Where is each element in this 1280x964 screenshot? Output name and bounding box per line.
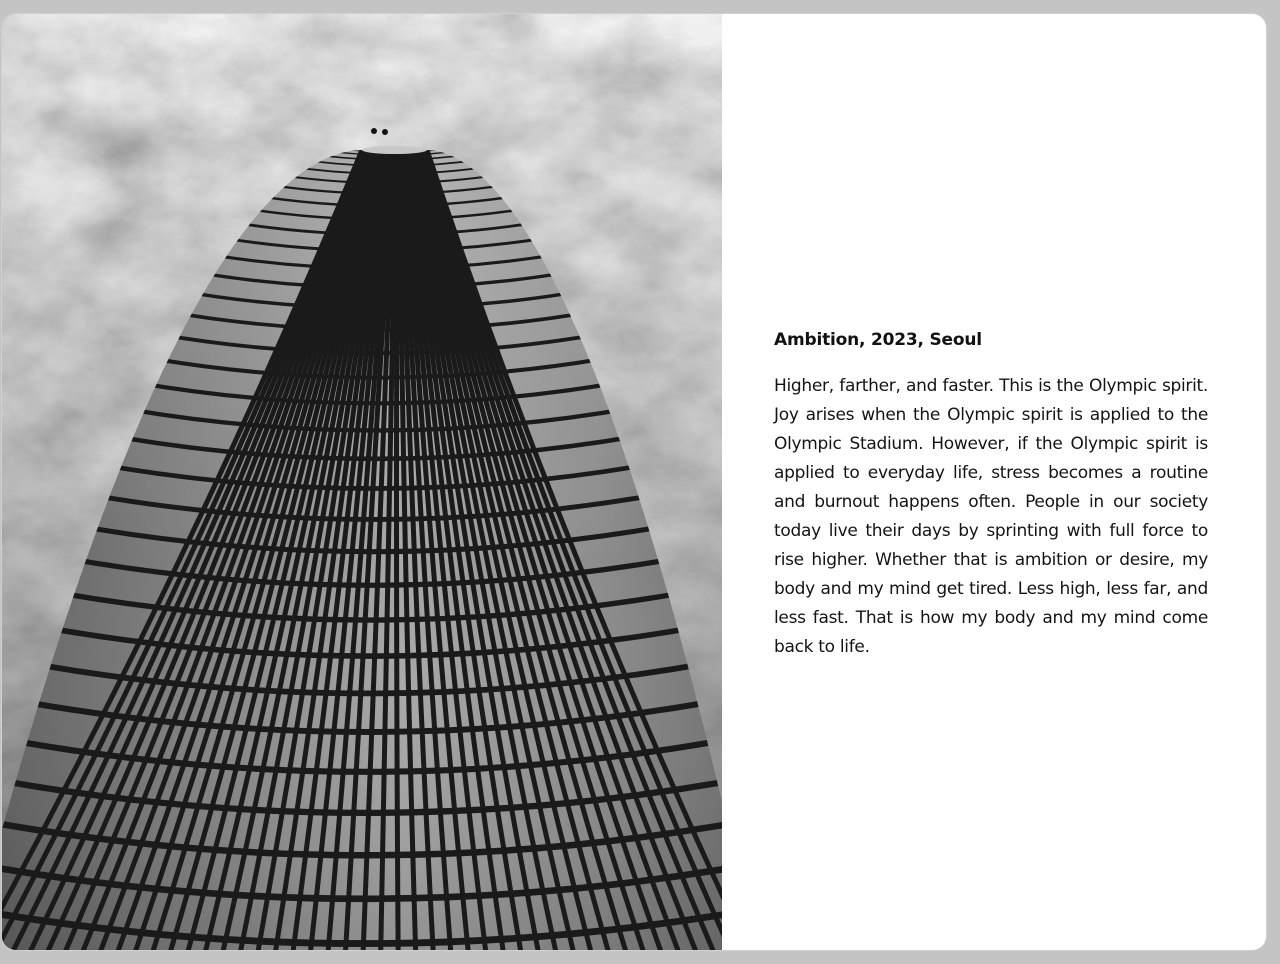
photograph-tower-icon bbox=[2, 14, 722, 950]
caption-panel bbox=[774, 328, 1208, 662]
tower-photograph bbox=[2, 14, 722, 950]
photo-title: Ambition, 2023, Seoul bbox=[774, 330, 982, 350]
photo-book-page bbox=[2, 14, 1266, 950]
photo-description: Higher, farther, and faster. This is the Olympic spirit. Joy arises when the Olympic spirit is applied to the Olympic Stadium. However, if the Olympic spirit is applied to everyday life, stress becomes a routine and burnout happens often. People in our society today live their days by sprinting with full force to rise higher. Whether that is ambition or desire, my body and my mind get tired. Less high, less far, and less fast. That is how my body and my mind come back to life. bbox=[774, 376, 1208, 657]
